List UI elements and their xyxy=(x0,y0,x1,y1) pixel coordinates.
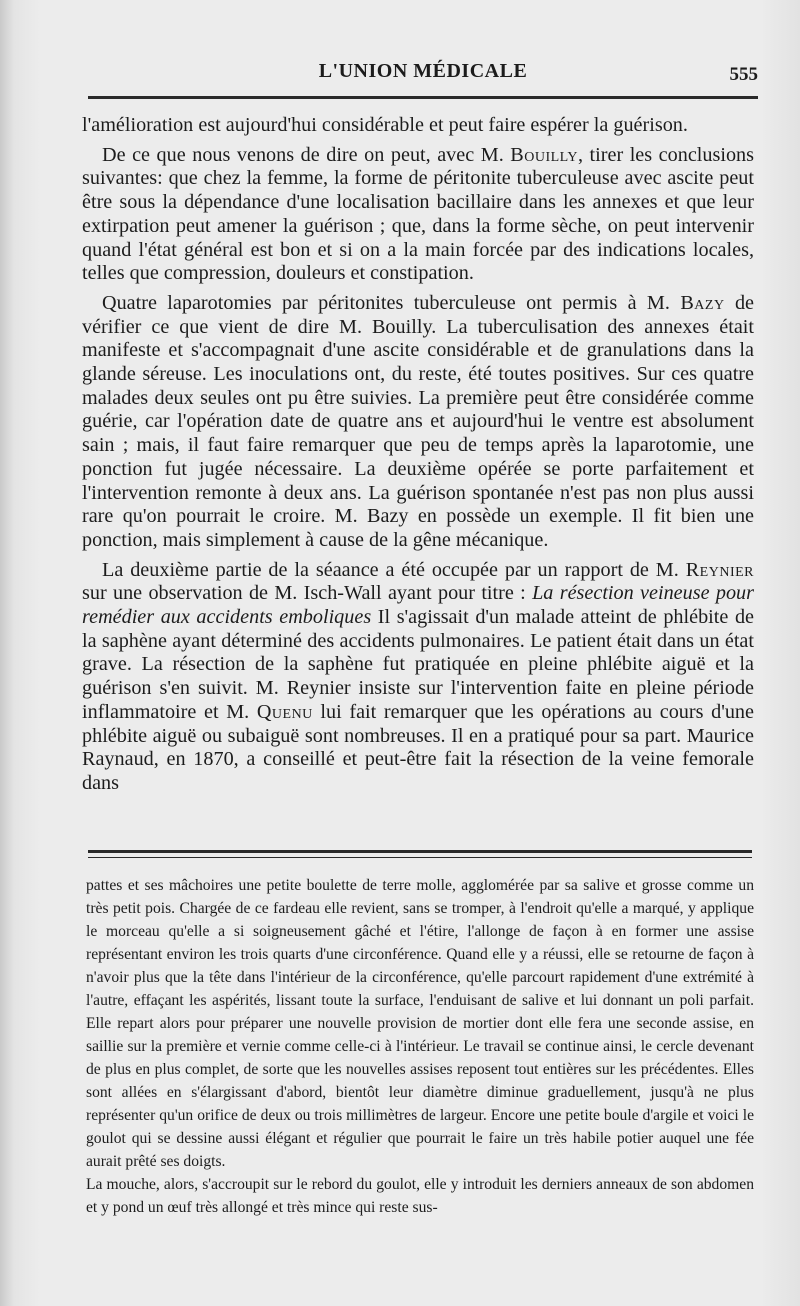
main-text xyxy=(82,114,754,796)
author-name: Quenu xyxy=(256,700,313,723)
paragraph-2 xyxy=(82,144,754,286)
author-name: Reynier xyxy=(685,558,754,581)
paragraph-4 xyxy=(82,559,754,796)
running-title: L'UNION MÉDICALE xyxy=(318,60,528,82)
page-header xyxy=(88,60,758,90)
paragraph-3 xyxy=(82,292,754,553)
author-name: Bazy xyxy=(680,291,725,314)
text-run: De ce que nous venons de dire on peut, avec M. xyxy=(102,143,511,166)
text-run: de vérifier ce que vient de dire M. Bouilly. La tuberculisation des annexes était manifeste et s'accompagnait d'une ascite considérable et de granulations dans la glande séreuse. Les inoculations ont, du reste, été toutes positives. Sur ces quatre malades deux seules ont pu être suivies. La première peut être considérée comme guérie, car l'opération date de quatre ans et aujourd'hui le ventre est absolument sain ; mais, il faut faire remarquer que peu de temps après la laparotomie, une ponction fut jugée nécessaire. La deuxième opérée se porte parfaitement et l'intervention remonte à deux ans. La guérison spontanée n'est pas non plus aussi rare qu'on pourrait le croire. M. Bazy en possède un exemple. Il fit bien une ponction, mais simplement à cause de la gêne mécanique. xyxy=(82,291,754,551)
footnote-text xyxy=(86,874,754,1219)
text-run: Quatre laparotomies par péritonites tuberculeuse ont permis à M. xyxy=(102,291,681,314)
text-run: , tirer les conclusions suivantes: que chez la femme, la forme de péritonite tuberculeuse avec ascite peut être sous la dépendance d'une localisation bacillaire dans les annexes et que leur extirpation peut amener la guérison ; que, dans la forme sèche, on peut intervenir quand l'état général est bon et si on a la main forcée par des indications locales, telles que compression, douleurs et constipation. xyxy=(82,143,754,285)
footnote-paragraph-2: La mouche, alors, s'accroupit sur le rebord du goulot, elle y introduit les derniers anneaux de son abdomen et y pond un œuf très allongé et très mince qui reste sus- xyxy=(86,1176,754,1216)
text-run: Il s'agissait d'un malade atteint de phlébite de la saphène ayant déterminé des accidents pulmonaires. Le patient était dans un état grave. La résection de la saphène fut pratiquée en pleine phlébite aiguë et la guérison s'en suivit. M. Reynier insiste sur l'intervention faite en pleine période inflammatoire et M. xyxy=(82,606,754,723)
header-rule xyxy=(88,96,758,99)
text-run: sur une observation de M. Isch-Wall ayant pour titre : xyxy=(82,582,533,605)
text-run: La deuxième partie de la séaance a été occupée par un rapport de M. xyxy=(102,558,686,581)
rule-thin xyxy=(88,857,752,858)
rule-thick xyxy=(88,850,752,853)
page-number: 555 xyxy=(729,64,758,85)
text-run: lui fait remarquer que les opérations au cours d'une phlébite aiguë ou subaiguë sont nombreuses. Il en a pratiqué pour sa part. Maurice Raynaud, en 1870, a conseillé et peut-être fait la résection de la veine femorale dans xyxy=(82,700,754,794)
footnote-rule xyxy=(88,850,752,862)
footnote-paragraph-1: pattes et ses mâchoires une petite boulette de terre molle, agglomérée par sa salive et grosse comme un très petit pois. Chargée de ce fardeau elle revient, sans se tromper, à l'endroit qu'elle a marqué, y applique le morceau qu'elle a si soigneusement gâché et l'étire, l'allonge de façon à en former une assise représentant environ les trois quarts d'une circonférence. Quand elle y a réussi, elle se retourne de façon à n'avoir plus que la tête dans l'intérieur de la circonférence, qu'elle parcourt rapidement d'une extrémité à l'autre, effaçant les aspérités, lissant toute la surface, l'enduisant de salive et lui donnant un poli parfait. Elle repart alors pour préparer une nouvelle provision de mortier dont elle fera une seconde assise, en saillie sur la première et vernie comme celle-ci à l'intérieur. Le travail se continue ainsi, le cercle devenant de plus en plus complet, de sorte que les nouvelles assises reposent tout entières sur les précédentes. Elles sont allées en s'élargissant d'abord, bientôt leur diamètre diminue graduellement, jusqu'à ne plus représenter qu'un orifice de deux ou trois millimètres de largeur. Encore une petite boule d'argile et voici le goulot qui se dessine aussi élégant et régulier que pourrait le faire un très habile potier auquel une fée aurait prêté ses doigts. xyxy=(86,877,754,1170)
cited-title: La résection veineuse pour remédier aux accidents emboliques xyxy=(82,582,754,629)
paragraph-1: l'amélioration est aujourd'hui considérable et peut faire espérer la guérison. xyxy=(82,114,688,136)
author-name: Bouilly xyxy=(510,143,578,166)
